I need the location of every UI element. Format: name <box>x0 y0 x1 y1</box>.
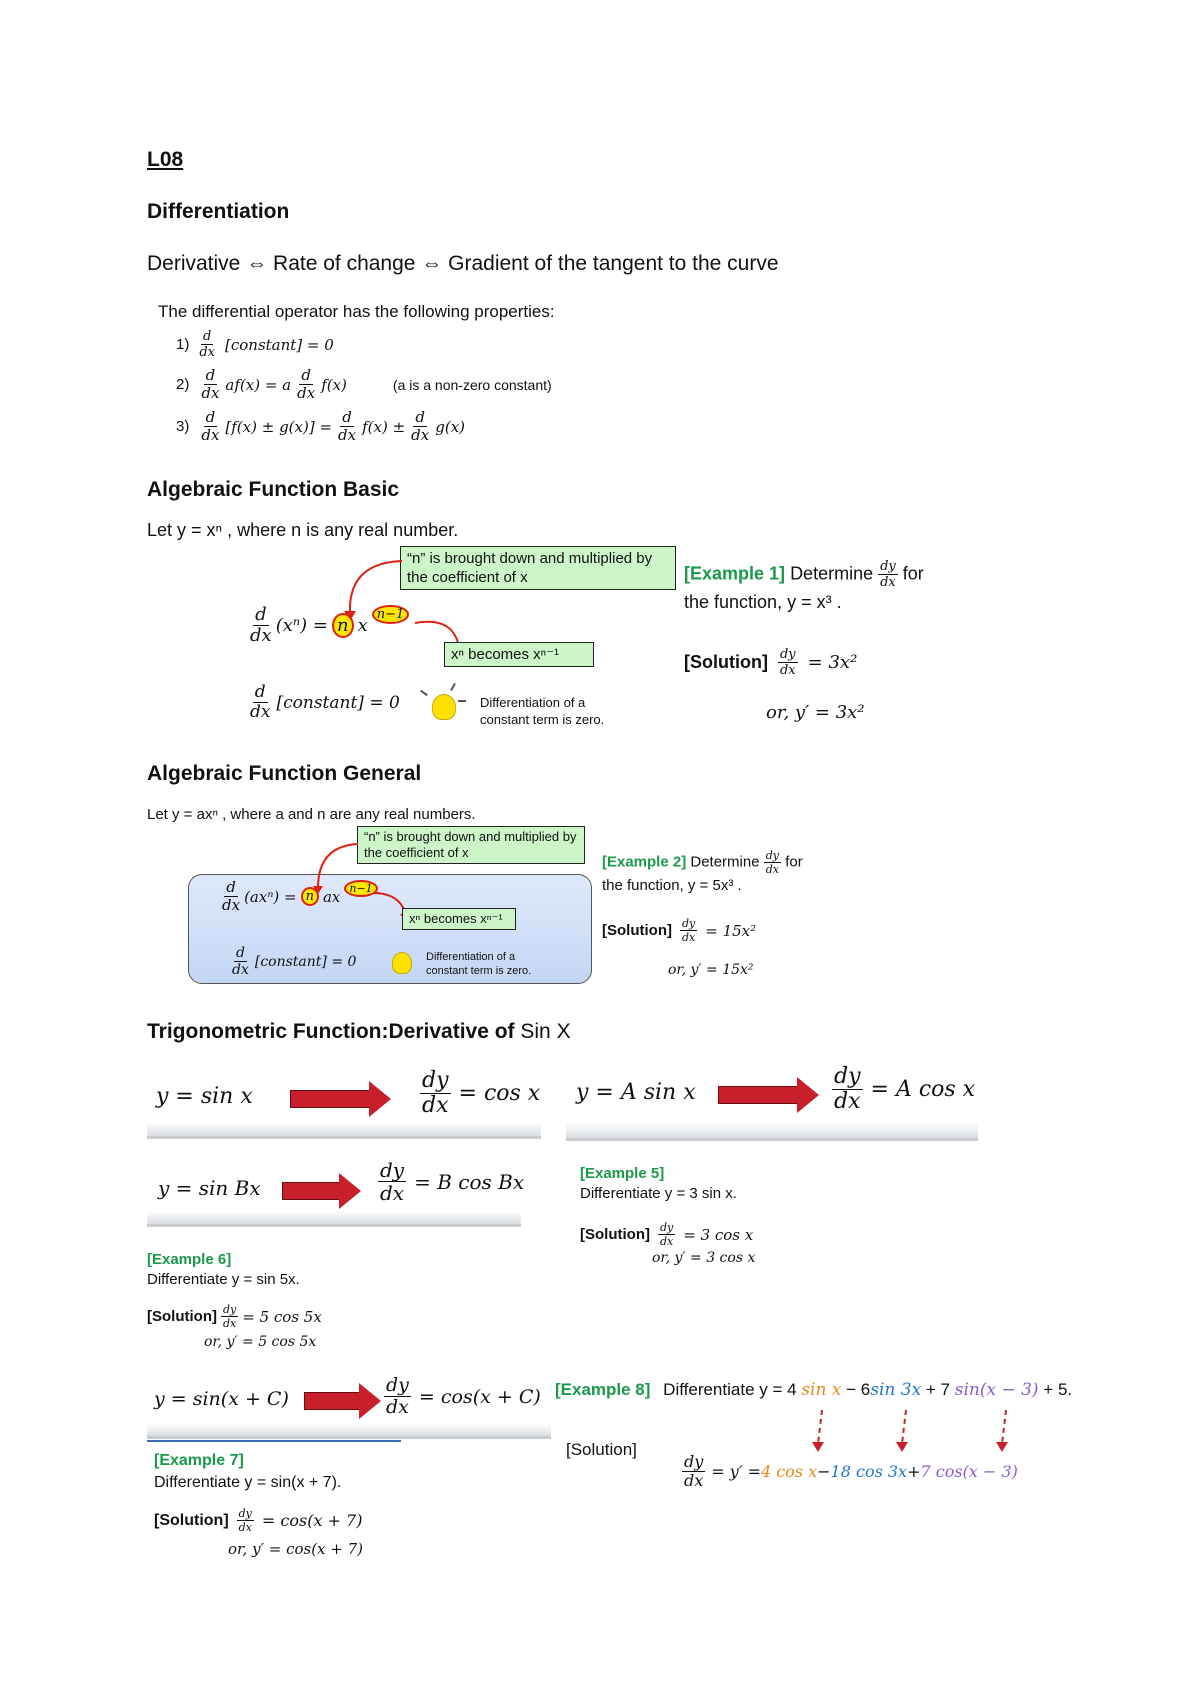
solution-expr: = 15x² <box>705 921 757 940</box>
example-2-solution <box>602 918 756 943</box>
example-label: [Example 6] <box>147 1251 232 1268</box>
basic-rule-exponent: n−1 <box>372 605 410 624</box>
example-8-arrows <box>760 1408 1040 1458</box>
example-8-text: Differentiate y = 4 <box>663 1380 802 1399</box>
basic-let-line: Let y = xⁿ , where n is any real number. <box>147 520 459 540</box>
section-title: Differentiation <box>147 200 290 223</box>
dy-dx-fraction: $\frac{dy}{dx}$ <box>238 1507 252 1534</box>
arrow-right-icon <box>282 1182 340 1200</box>
rule-3-rhs: = B cos Bx <box>414 1169 525 1194</box>
property-num: 3) <box>176 418 190 435</box>
example-for: for <box>785 853 803 871</box>
example-5-solution <box>580 1222 753 1247</box>
general-constant-note: Differentiation of a constant term is zero. <box>426 951 532 977</box>
dy-dx-fraction: $\frac{dy}{dx}$ <box>684 1452 704 1490</box>
example-text: Differentiate y = 3 sin x. <box>580 1185 737 1202</box>
example-8-term-2: sin 3x <box>870 1380 922 1400</box>
example-text: Differentiate y = sin 5x. <box>147 1271 300 1288</box>
basic-constant-note: Differentiation of a constant term is zero. <box>480 695 605 727</box>
example-7-or: or, y′ = cos(x + 7) <box>228 1540 364 1558</box>
example-5-or: or, y′ = 3 cos x <box>652 1250 756 1266</box>
example-function: the function, y = x³ . <box>684 592 842 612</box>
constant-rule-text: [constant] = 0 <box>254 953 357 970</box>
dy-dx-fraction: $\frac{dy}{dx}$ <box>765 849 780 876</box>
property-num: 1) <box>176 336 190 353</box>
dy-dx-fraction: $\frac{dy}{dx}$ <box>880 559 896 590</box>
example-label: [Example 2] <box>602 853 687 871</box>
trig-heading-rest: Sin X <box>514 1020 571 1043</box>
arrow-right-icon <box>290 1090 370 1108</box>
dy-dx-fraction: $\frac{dy}{dx}$ <box>834 1064 861 1114</box>
lightbulb-icon <box>432 694 456 720</box>
property-2 <box>176 368 552 401</box>
example-for: for <box>902 563 924 584</box>
general-rule <box>222 880 378 913</box>
general-rule-lhs: (axⁿ) = <box>244 887 297 906</box>
derivative-operator: $\frac{d}{dx}$ <box>232 945 249 978</box>
arrow-right-icon <box>304 1392 360 1410</box>
example-8-answer-text: − <box>817 1462 831 1481</box>
dy-dx-fraction: $\frac{dy}{dx}$ <box>386 1374 409 1418</box>
general-constant-rule <box>232 946 356 977</box>
constant-rule-text: [constant] = 0 <box>276 692 400 713</box>
property-expr: f(x) <box>321 375 347 394</box>
dy-dx-fraction: $\frac{dy}{dx}$ <box>779 647 796 678</box>
basic-constant-rule <box>250 684 400 721</box>
basic-rule-lhs: (xⁿ) = <box>275 615 328 636</box>
dy-dx-fraction: $\frac{dy}{dx}$ <box>222 1303 237 1330</box>
bulb-ray <box>458 700 466 702</box>
example-label: [Example 1] <box>684 563 786 584</box>
derivative-operator: $\frac{d}{dx}$ <box>201 366 220 402</box>
derivative-operator: $\frac{d}{dx}$ <box>201 408 220 444</box>
general-rule-exponent: n−1 <box>344 880 377 897</box>
basic-heading: Algebraic Function Basic <box>147 478 400 501</box>
example-7-divider <box>147 1440 401 1442</box>
rule-4-rhs: = cos(x + C) <box>418 1385 541 1408</box>
rule-1-right <box>420 1070 540 1117</box>
example-8-term-3: sin(x − 3) <box>954 1380 1039 1400</box>
rule-3-left: y = sin Bx <box>158 1176 261 1200</box>
basic-callout-bottom: xⁿ becomes xⁿ⁻¹ <box>444 642 594 667</box>
arrow-right-icon <box>718 1086 798 1104</box>
general-rule-ax: ax <box>322 887 341 906</box>
example-8-text: − 6 <box>841 1380 871 1399</box>
property-expr: [constant] = 0 <box>225 335 334 354</box>
rule-2-right <box>832 1066 975 1113</box>
example-8-answer-1: 4 cos x <box>760 1462 818 1481</box>
trig-heading-bold: Trigonometric Function:Derivative of <box>147 1020 515 1043</box>
lightbulb-icon <box>392 952 412 974</box>
property-expr: g(x) <box>435 417 465 436</box>
example-5 <box>580 1164 737 1204</box>
dy-dx-fraction: $\frac{dy}{dx}$ <box>422 1068 449 1118</box>
example-text: Determine <box>690 853 760 871</box>
property-expr: f(x) ± <box>362 417 406 436</box>
derivative-operator: $\frac{d}{dx}$ <box>222 878 241 914</box>
example-text: Differentiate y = sin(x + 7). <box>154 1474 342 1491</box>
solution-label: [Solution] <box>602 922 672 939</box>
general-heading: Algebraic Function General <box>147 762 422 785</box>
derivative-operator: $\frac{d}{dx}$ <box>411 408 430 444</box>
solution-label: [Solution] <box>154 1511 229 1529</box>
example-8-solution-label: [Solution] <box>566 1440 637 1459</box>
dy-dx-fraction: $\frac{dy}{dx}$ <box>681 917 696 944</box>
example-2-or: or, y′ = 15x² <box>668 962 754 978</box>
general-callout-bottom: xⁿ becomes xⁿ⁻¹ <box>402 908 516 930</box>
example-label: [Example 5] <box>580 1165 665 1182</box>
property-note: (a is a non-zero constant) <box>392 376 552 393</box>
solution-label: [Solution] <box>684 652 768 672</box>
rule-4-left: y = sin(x + C) <box>154 1388 289 1410</box>
example-label: [Example 8] <box>555 1380 651 1399</box>
example-1-or: or, y′ = 3x² <box>766 702 865 723</box>
derivative-operator: $\frac{d}{dx}$ <box>250 682 271 722</box>
intro-line: Derivative ⇔ Rate of change ⇔ Gradient of the tangent to the curve <box>147 252 779 275</box>
solution-label: [Solution] <box>147 1308 217 1325</box>
property-expr: [f(x) ± g(x)] = <box>225 417 333 436</box>
lecture-code: L08 <box>147 148 184 171</box>
derivative-operator: $\frac{d}{dx}$ <box>338 408 357 444</box>
example-1 <box>684 560 964 615</box>
example-function: the function, y = 5x³ . <box>602 877 742 894</box>
example-8-term-1: sin x <box>801 1380 842 1400</box>
example-8-text: + 5. <box>1038 1380 1073 1399</box>
example-8-text: + 7 <box>921 1380 955 1399</box>
derivative-operator: $\frac{d}{dx}$ <box>250 604 272 646</box>
example-2 <box>602 850 832 897</box>
rule-4-right <box>384 1376 541 1417</box>
basic-rule <box>250 606 409 645</box>
derivative-operator: $\frac{d}{dx}$ <box>297 366 316 402</box>
solution-expr: = 3 cos x <box>683 1225 754 1244</box>
example-7 <box>154 1450 341 1494</box>
example-6-or: or, y′ = 5 cos 5x <box>204 1334 317 1350</box>
example-8-answer <box>682 1454 1018 1489</box>
rule-1-rhs: = cos x <box>458 1081 541 1106</box>
dy-dx-fraction: $\frac{dy}{dx}$ <box>380 1158 405 1205</box>
general-callout-top: “n” is brought down and multiplied by the coefficient of x <box>357 826 585 864</box>
basic-rule-n: n <box>332 613 354 638</box>
example-6-solution <box>147 1304 322 1329</box>
example-8-answer-3: 7 cos(x − 3) <box>920 1462 1018 1481</box>
example-6 <box>147 1250 300 1290</box>
property-expr: af(x) = a <box>225 375 292 394</box>
trig-heading <box>147 1020 571 1044</box>
general-let-line: Let y = axⁿ , where a and n are any real numbers. <box>147 806 476 823</box>
solution-expr: = cos(x + 7) <box>261 1511 363 1530</box>
example-7-solution <box>154 1508 362 1533</box>
solution-expr: = 3x² <box>807 652 858 673</box>
derivative-operator: $\frac{d}{dx}$ <box>199 329 215 360</box>
basic-rule-x: x <box>357 615 368 636</box>
property-3 <box>176 410 465 443</box>
example-label: [Example 7] <box>154 1452 244 1469</box>
dy-dx-fraction: $\frac{dy}{dx}$ <box>659 1221 674 1248</box>
properties-heading: The differential operator has the following properties: <box>158 302 555 321</box>
example-8-answer-text: + <box>907 1462 921 1481</box>
example-8-answer-2: 18 cos 3x <box>830 1462 908 1481</box>
bulb-ray <box>420 690 428 696</box>
example-1-solution <box>684 648 857 677</box>
example-8 <box>555 1380 1072 1400</box>
basic-callout-top: “n” is brought down and multiplied by the coefficient of x <box>400 546 676 590</box>
example-text: Determine <box>790 563 874 584</box>
rule-1-left: y = sin x <box>156 1084 253 1109</box>
property-1 <box>176 330 334 359</box>
example-8-answer-text: = y′ = <box>711 1462 761 1481</box>
solution-label: [Solution] <box>580 1226 650 1243</box>
bulb-ray <box>450 683 456 691</box>
solution-expr: = 5 cos 5x <box>242 1307 322 1326</box>
rule-2-rhs: = A cos x <box>870 1077 976 1102</box>
rule-2-left: y = A sin x <box>576 1080 696 1105</box>
general-rule-n: n <box>301 887 319 906</box>
property-num: 2) <box>176 376 190 393</box>
rule-3-right <box>378 1160 524 1203</box>
